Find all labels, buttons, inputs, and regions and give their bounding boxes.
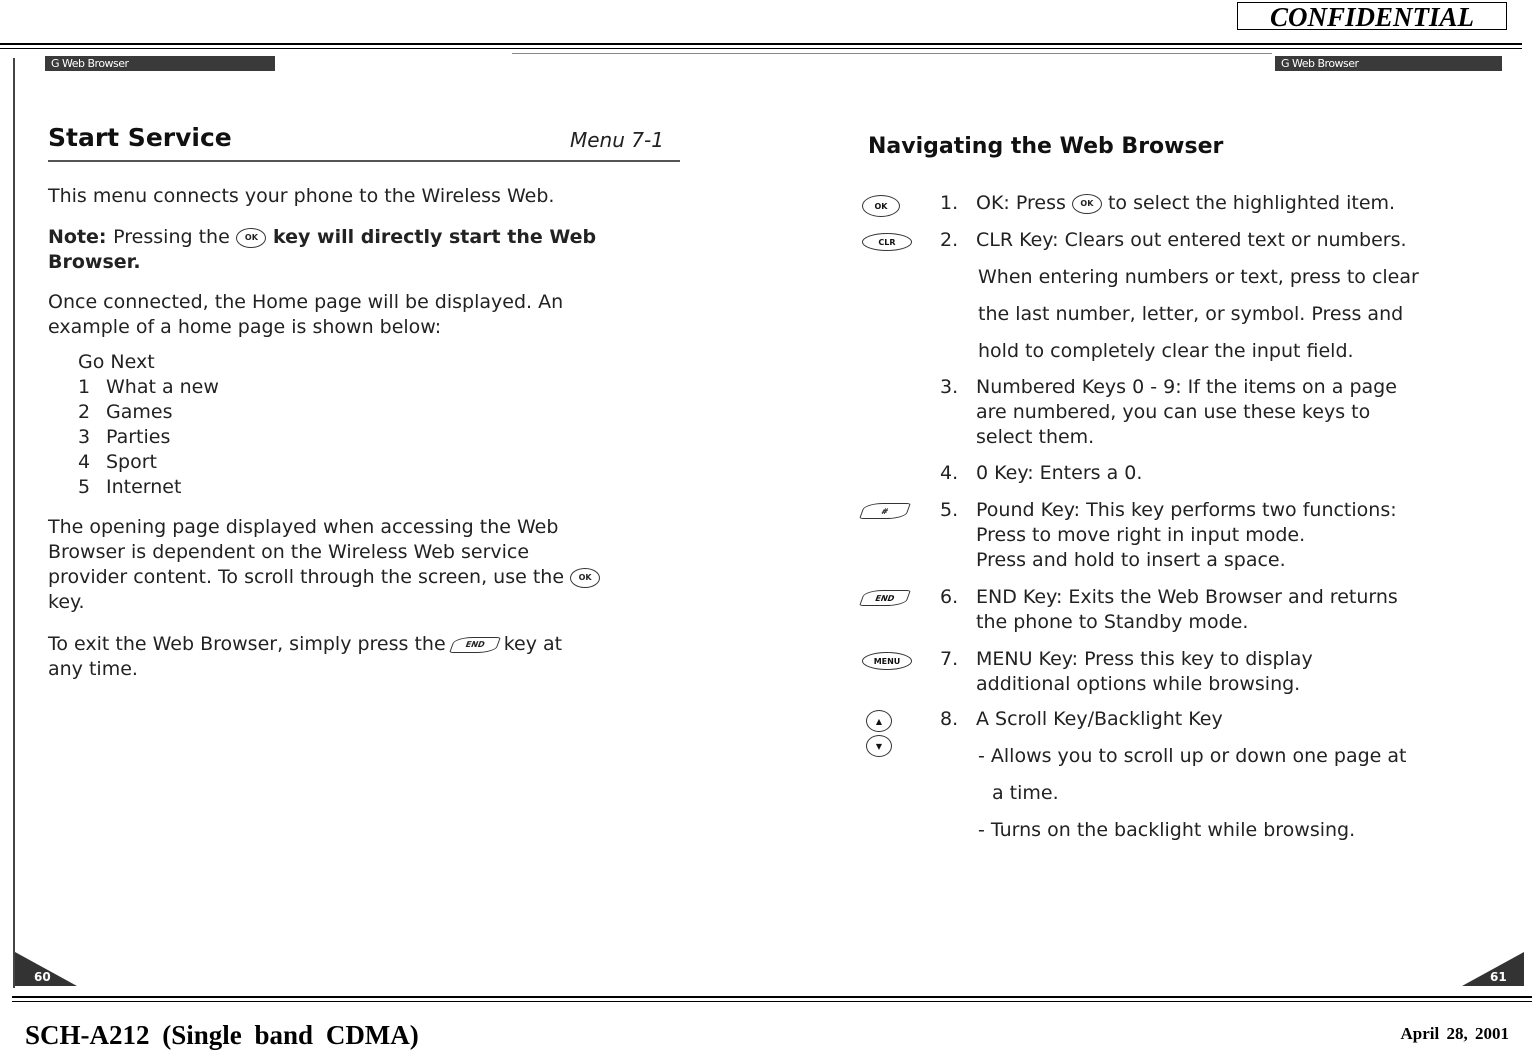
nav-item-pound (940, 498, 1397, 523)
nav-item-num: 1. (940, 192, 959, 214)
exit-line-3: any time. (48, 658, 138, 680)
list-item-label: Parties (106, 426, 171, 448)
ok-key-icon: OK (1072, 194, 1102, 214)
note-paragraph (48, 225, 688, 275)
end-cont-1: the phone to Standby mode. (976, 611, 1249, 633)
note-text-2: key will directly start the Web (273, 226, 597, 248)
list-item-num: 1 (78, 376, 91, 398)
ok-key-icon: OK (862, 195, 900, 217)
footer-date: April 28, 2001 (1400, 1024, 1509, 1043)
page-number-left: 60 (34, 970, 51, 984)
note-text-3: Browser. (48, 251, 141, 273)
exit-line-2: key at (503, 633, 563, 655)
footer-rule-thin (12, 1001, 1532, 1002)
scan-margin-line (13, 58, 15, 988)
list-item-label: Sport (106, 451, 158, 473)
nav-item-num: 3. (940, 376, 959, 398)
list-item-num: 5 (78, 476, 91, 498)
clr-cont-3: hold to completely clear the input field. (978, 340, 1354, 362)
nav-item-ok (940, 191, 1395, 216)
menu-key-icon: MENU (862, 652, 912, 670)
nav-item-text-after: to select the highlighted item. (1107, 192, 1396, 214)
clr-key-icon: CLR (862, 233, 912, 251)
list-item (78, 475, 219, 500)
opening-line-4: key. (48, 591, 85, 613)
nav-item-num: 8. (940, 708, 959, 730)
nav-item-numbered (940, 375, 1397, 400)
section-tag-right: G Web Browser (1275, 56, 1502, 71)
connected-paragraph (48, 290, 563, 340)
nav-item-text: A Scroll Key/Backlight Key (976, 708, 1223, 730)
nav-item-num: 4. (940, 462, 959, 484)
exit-line-1: To exit the Web Browser, simply press the (48, 633, 446, 655)
nav-item-text: OK: Press (976, 192, 1066, 214)
nav-item-text: MENU Key: Press this key to display (976, 648, 1313, 670)
ok-key-icon: OK (570, 568, 600, 588)
num-cont-1: are numbered, you can use these keys to (976, 401, 1371, 423)
nav-item-num: 6. (940, 586, 959, 608)
nav-item-scroll (940, 707, 1223, 732)
example-menu-list (78, 350, 219, 500)
scan-top-line (512, 53, 1272, 54)
list-item-num: 4 (78, 451, 91, 473)
list-item-label: Internet (106, 476, 182, 498)
nav-item-text: CLR Key: Clears out entered text or numbers. (976, 229, 1407, 251)
opening-line-3: provider content. To scroll through the screen, use the (48, 566, 565, 588)
nav-item-zero (940, 461, 1142, 486)
nav-item-menu (940, 647, 1313, 672)
title-rule (48, 160, 680, 162)
scroll-cont-3: - Turns on the backlight while browsing. (978, 819, 1356, 841)
page-title-start-service: Start Service (48, 123, 232, 152)
scroll-cont-1: - Allows you to scroll up or down one page at (978, 745, 1407, 767)
pound-cont-2: Press and hold to insert a space. (976, 549, 1286, 571)
opening-line-1: The opening page displayed when accessing the Web (48, 516, 559, 538)
note-label: Note: (48, 226, 107, 248)
opening-line-2: Browser is dependent on the Wireless Web service (48, 541, 530, 563)
list-item (78, 400, 219, 425)
nav-item-num: 7. (940, 648, 959, 670)
list-item (78, 450, 219, 475)
nav-item-clr (940, 228, 1407, 253)
menu-cont-1: additional options while browsing. (976, 673, 1301, 695)
list-item (78, 425, 219, 450)
scroll-down-icon: ▼ (866, 735, 892, 757)
menu-reference: Menu 7-1 (570, 128, 664, 152)
connected-line-2: example of a home page is shown below: (48, 316, 442, 338)
end-key-icon: END (859, 590, 911, 606)
list-item-num: 3 (78, 426, 91, 448)
exit-paragraph (48, 632, 562, 682)
clr-cont-1: When entering numbers or text, press to clear (978, 266, 1419, 288)
scroll-cont-2: a time. (992, 782, 1059, 804)
nav-item-text: Pound Key: This key performs two functions: (976, 499, 1397, 521)
list-item (78, 375, 219, 400)
pound-key-icon: # (859, 503, 911, 519)
list-item-num: 2 (78, 401, 91, 423)
header-rule (0, 43, 1522, 45)
confidential-label: CONFIDENTIAL (1237, 2, 1507, 30)
nav-item-text: END Key: Exits the Web Browser and returns (976, 586, 1398, 608)
nav-item-text: 0 Key: Enters a 0. (976, 462, 1143, 484)
nav-item-num: 5. (940, 499, 959, 521)
list-item-label: Games (106, 401, 173, 423)
footer-model: SCH-A212 (Single band CDMA) (25, 1020, 419, 1050)
connected-line-1: Once connected, the Home page will be displayed. An (48, 291, 564, 313)
pound-cont-1: Press to move right in input mode. (976, 524, 1306, 546)
page-title-navigating: Navigating the Web Browser (868, 134, 1224, 159)
section-tag-left: G Web Browser (45, 56, 275, 71)
nav-item-end (940, 585, 1398, 610)
header-rule-thin (0, 48, 1522, 49)
menu-title: Go Next (78, 351, 155, 373)
ok-key-icon: OK (236, 228, 266, 248)
nav-item-num: 2. (940, 229, 959, 251)
clr-cont-2: the last number, letter, or symbol. Press and (978, 303, 1404, 325)
intro-text: This menu connects your phone to the Wireless Web. (48, 185, 555, 207)
opening-paragraph (48, 515, 600, 615)
num-cont-2: select them. (976, 426, 1095, 448)
scroll-up-icon: ▲ (866, 710, 892, 732)
note-text-1: Pressing the (113, 226, 230, 248)
nav-item-text: Numbered Keys 0 - 9: If the items on a page (976, 376, 1397, 398)
page-number-right: 61 (1490, 970, 1507, 984)
footer-rule (12, 996, 1532, 998)
list-item-label: What a new (106, 376, 219, 398)
end-key-icon: END (449, 637, 501, 653)
